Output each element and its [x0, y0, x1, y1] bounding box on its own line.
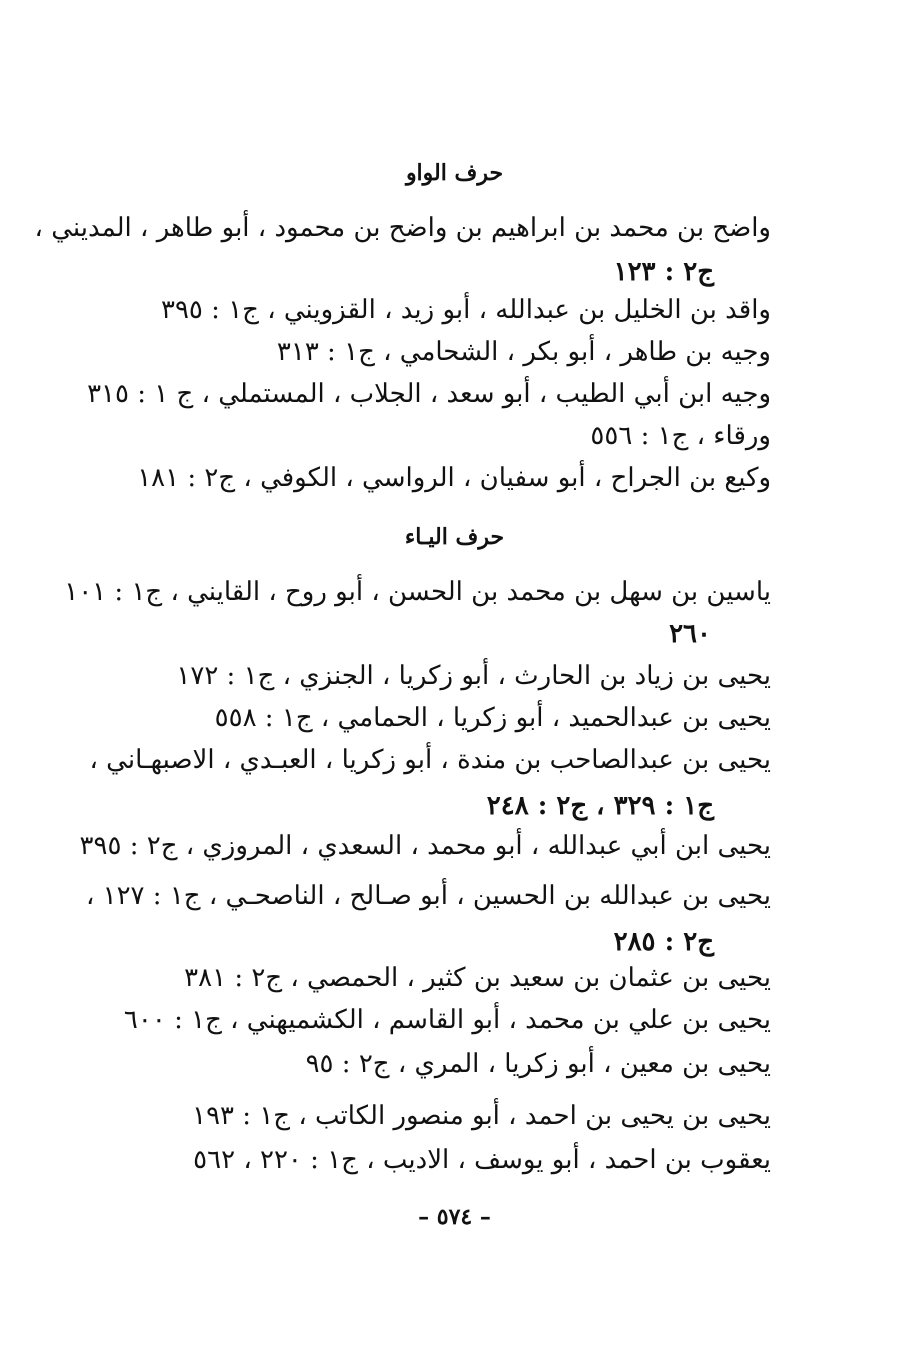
- index-entry-continuation: ج١ : ٣٢٩ ، ج٢ : ٢٤٨: [486, 791, 714, 821]
- index-entry: وجيه ابن أبي الطيب ، أبو سعد ، الجلاب ، المستملي ، ج ١ : ٣١٥: [87, 379, 771, 409]
- index-entry: يحيى ابن أبي عبدالله ، أبو محمد ، السعدي ، المروزي ، ج٢ : ٣٩٥: [79, 831, 771, 861]
- index-entry: وجيه بن طاهر ، أبو بكر ، الشحامي ، ج١ : ٣١٣: [276, 337, 771, 367]
- index-entry: يحيى بن عبدالله بن الحسين ، أبو صـالح ، الناصحـي ، ج١ : ١٢٧ ،: [85, 881, 771, 911]
- index-entry: واقد بن الخليل بن عبدالله ، أبو زيد ، القزويني ، ج١ : ٣٩٥: [160, 295, 771, 325]
- index-entry: ورقاء ، ج١ : ٥٥٦: [590, 421, 771, 451]
- index-entry: يعقوب بن احمد ، أبو يوسف ، الاديب ، ج١ : ٢٢٠ ، ٥٦٢: [193, 1145, 771, 1175]
- section-heading-waw: حرف الواو: [405, 160, 504, 186]
- section-heading-ya: حرف اليـاء: [404, 524, 505, 550]
- index-entry: ياسين بن سهل بن محمد بن الحسن ، أبو روح ، القايني ، ج١ : ١٠١: [64, 577, 771, 607]
- index-entry: يحيى بن معين ، أبو زكريا ، المري ، ج٢ : ٩٥: [305, 1049, 771, 1079]
- index-entry-continuation: ج٢ : ١٢٣: [613, 257, 714, 287]
- index-entry: يحيى بن زياد بن الحارث ، أبو زكريا ، الجنزي ، ج١ : ١٧٢: [176, 661, 771, 691]
- index-entry-continuation: ج٢ : ٢٨٥: [613, 927, 714, 957]
- index-entry: وكيع بن الجراح ، أبو سفيان ، الرواسي ، الكوفي ، ج٢ : ١٨١: [137, 463, 771, 493]
- index-entry: يحيى بن يحيى بن احمد ، أبو منصور الكاتب ، ج١ : ١٩٣: [192, 1101, 771, 1131]
- index-entry: يحيى بن عبدالحميد ، أبو زكريا ، الحمامي ، ج١ : ٥٥٨: [214, 703, 771, 733]
- index-entry: يحيى بن عثمان بن سعيد بن كثير ، الحمصي ، ج٢ : ٣٨١: [184, 963, 771, 993]
- index-entry-continuation: ٢٦٠: [669, 619, 711, 649]
- index-entry: واضح بن محمد بن ابراهيم بن واضح بن محمود ، أبو طاهر ، المديني ،: [34, 213, 771, 243]
- index-entry: يحيى بن عبدالصاحب بن مندة ، أبو زكريا ، العبـدي ، الاصبهـاني ،: [89, 745, 771, 775]
- index-entry: يحيى بن علي بن محمد ، أبو القاسم ، الكشميهني ، ج١ : ٦٠٠: [123, 1005, 771, 1035]
- page-number: – ٥٧٤ –: [418, 1204, 491, 1230]
